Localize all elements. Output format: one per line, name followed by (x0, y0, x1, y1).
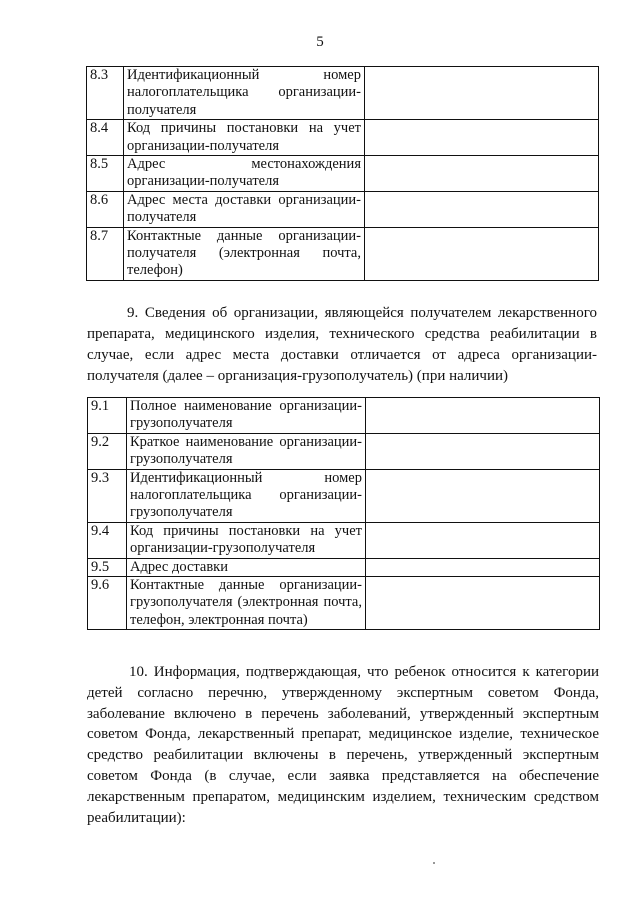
row-number: 9.2 (88, 433, 127, 469)
row-label: Адрес местонахождения организации-получателя (124, 156, 365, 192)
row-number: 9.1 (88, 398, 127, 434)
row-value (366, 433, 600, 469)
row-number: 9.6 (88, 577, 127, 630)
table-row (88, 522, 600, 558)
table-row (88, 433, 600, 469)
row-label: Идентификационный номер налогоплательщика организации-получателя (124, 67, 365, 120)
row-value (366, 577, 600, 630)
consignee-organization-table (87, 397, 600, 630)
row-number: 8.4 (87, 120, 124, 156)
table-row (87, 191, 599, 227)
table-row (87, 156, 599, 192)
row-number: 8.7 (87, 227, 124, 280)
table-row (88, 577, 600, 630)
row-value (365, 67, 599, 120)
row-label: Адрес доставки (127, 558, 366, 576)
row-number: 9.4 (88, 522, 127, 558)
row-label: Краткое наименование организации-грузополучателя (127, 433, 366, 469)
row-value (366, 469, 600, 522)
row-value (365, 191, 599, 227)
table-row (88, 469, 600, 522)
row-number: 8.5 (87, 156, 124, 192)
row-value (365, 227, 599, 280)
table-row (87, 67, 599, 120)
table-row (87, 227, 599, 280)
table-row (88, 558, 600, 576)
row-value (365, 156, 599, 192)
row-number: 9.5 (88, 558, 127, 576)
scan-speck (433, 862, 435, 864)
row-value (365, 120, 599, 156)
row-label: Адрес места доставки организации-получателя (124, 191, 365, 227)
row-number: 9.3 (88, 469, 127, 522)
recipient-organization-table (86, 66, 599, 281)
page-number: 5 (316, 34, 324, 50)
row-value (366, 398, 600, 434)
table-row (88, 398, 600, 434)
row-label: Код причины постановки на учет организации-грузополучателя (127, 522, 366, 558)
row-label: Контактные данные организации-получателя (электронная почта, телефон) (124, 227, 365, 280)
row-label: Полное наименование организации-грузополучателя (127, 398, 366, 434)
row-label: Идентификационный номер налогоплательщика организации-грузополучателя (127, 469, 366, 522)
table-row (87, 120, 599, 156)
row-value (366, 522, 600, 558)
row-number: 8.3 (87, 67, 124, 120)
row-label: Контактные данные организации-грузополучателя (электронная почта, телефон, электронная почта) (127, 577, 366, 630)
row-number: 8.6 (87, 191, 124, 227)
section-9-paragraph: 9. Сведения об организации, являющейся получателем лекарственного препарата, медицинского изделия, технического средства реабилитации в случае, если адрес места доставки отличается от адреса организации-получателя (далее – организация-грузополучатель) (при наличии) (87, 305, 597, 384)
row-value (366, 558, 600, 576)
section-10-paragraph: 10. Информация, подтверждающая, что ребенок относится к категории детей согласно перечню, утвержденному экспертным советом Фонда, заболевание включено в перечень заболеваний, утвержденный экспертным советом Фонда, лекарственный препарат, медицинское изделие, техническое средство реабилитации включены в перечень, утвержденный экспертным советом Фонда (в случае, если заявка представляется на обеспечение лекарственным препаратом, медицинским изделием, техническим средством реабилитации): (87, 664, 599, 826)
row-label: Код причины постановки на учет организации-получателя (124, 120, 365, 156)
